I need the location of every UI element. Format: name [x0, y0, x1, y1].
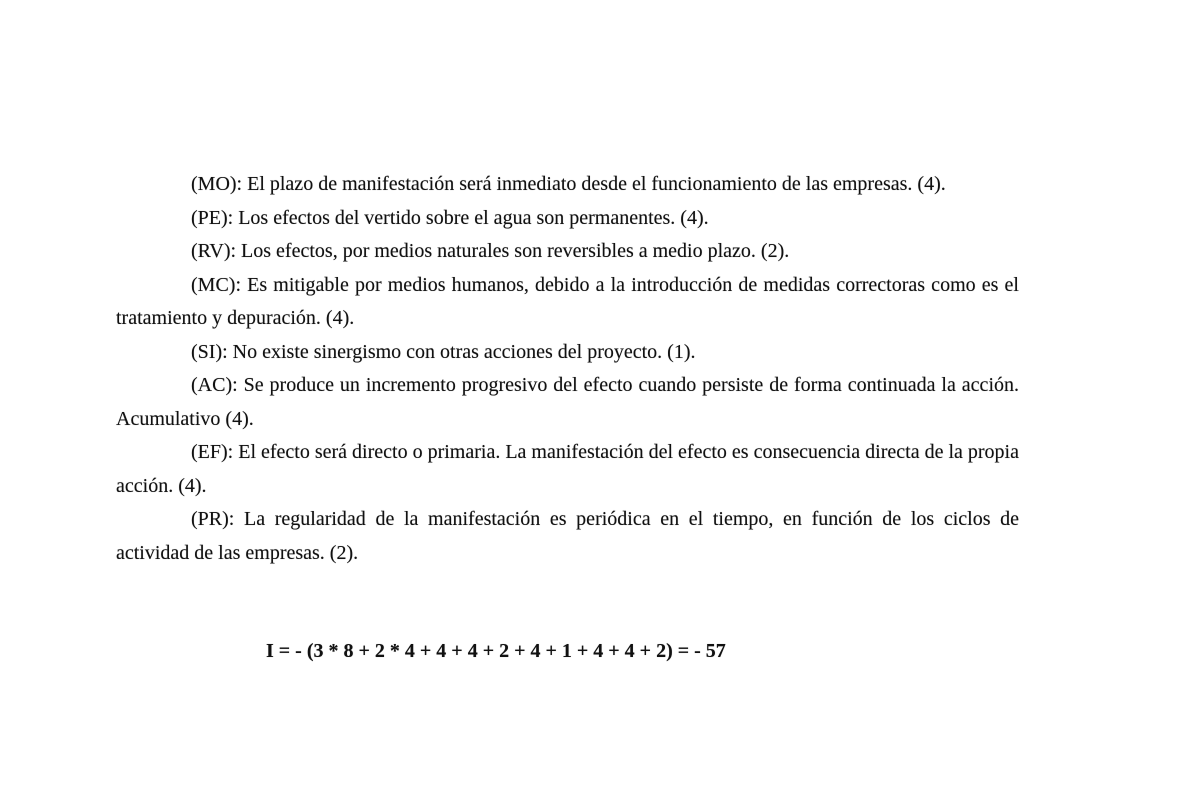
paragraph-si: (SI): No existe sinergismo con otras acciones del proyecto. (1).: [191, 340, 696, 363]
paragraph-ac: (AC): Se produce un incremento progresivo del efecto cuando persiste de forma continuada la acción. Acumulativo (4).: [116, 374, 1019, 430]
paragraph-pe: (PE): Los efectos del vertido sobre el agua son permanentes. (4).: [191, 206, 709, 229]
paragraph-mo: (MO): El plazo de manifestación será inmediato desde el funcionamiento de las empresas. (4).: [191, 173, 946, 195]
criteria-text-block: [116, 168, 1019, 570]
paragraph-rv: (RV): Los efectos, por medios naturales son reversibles a medio plazo. (2).: [191, 240, 790, 262]
paragraph-ef: (EF): El efecto será directo o primaria. La manifestación del efecto es consecuencia directa de la propia acción. (4).: [116, 441, 1019, 497]
paragraph-mc: (MC): Es mitigable por medios humanos, debido a la introducción de medidas correctoras como es el tratamiento y depuración. (4).: [116, 273, 1019, 329]
paragraph-pr: (PR): La regularidad de la manifestación es periódica en el tiempo, en función de los ciclos de actividad de las empresas. (2).: [116, 508, 1019, 564]
importance-formula: I = - (3 * 8 + 2 * 4 + 4 + 4 + 2 + 4 + 1 + 4 + 4 + 2) = - 57: [266, 640, 726, 662]
